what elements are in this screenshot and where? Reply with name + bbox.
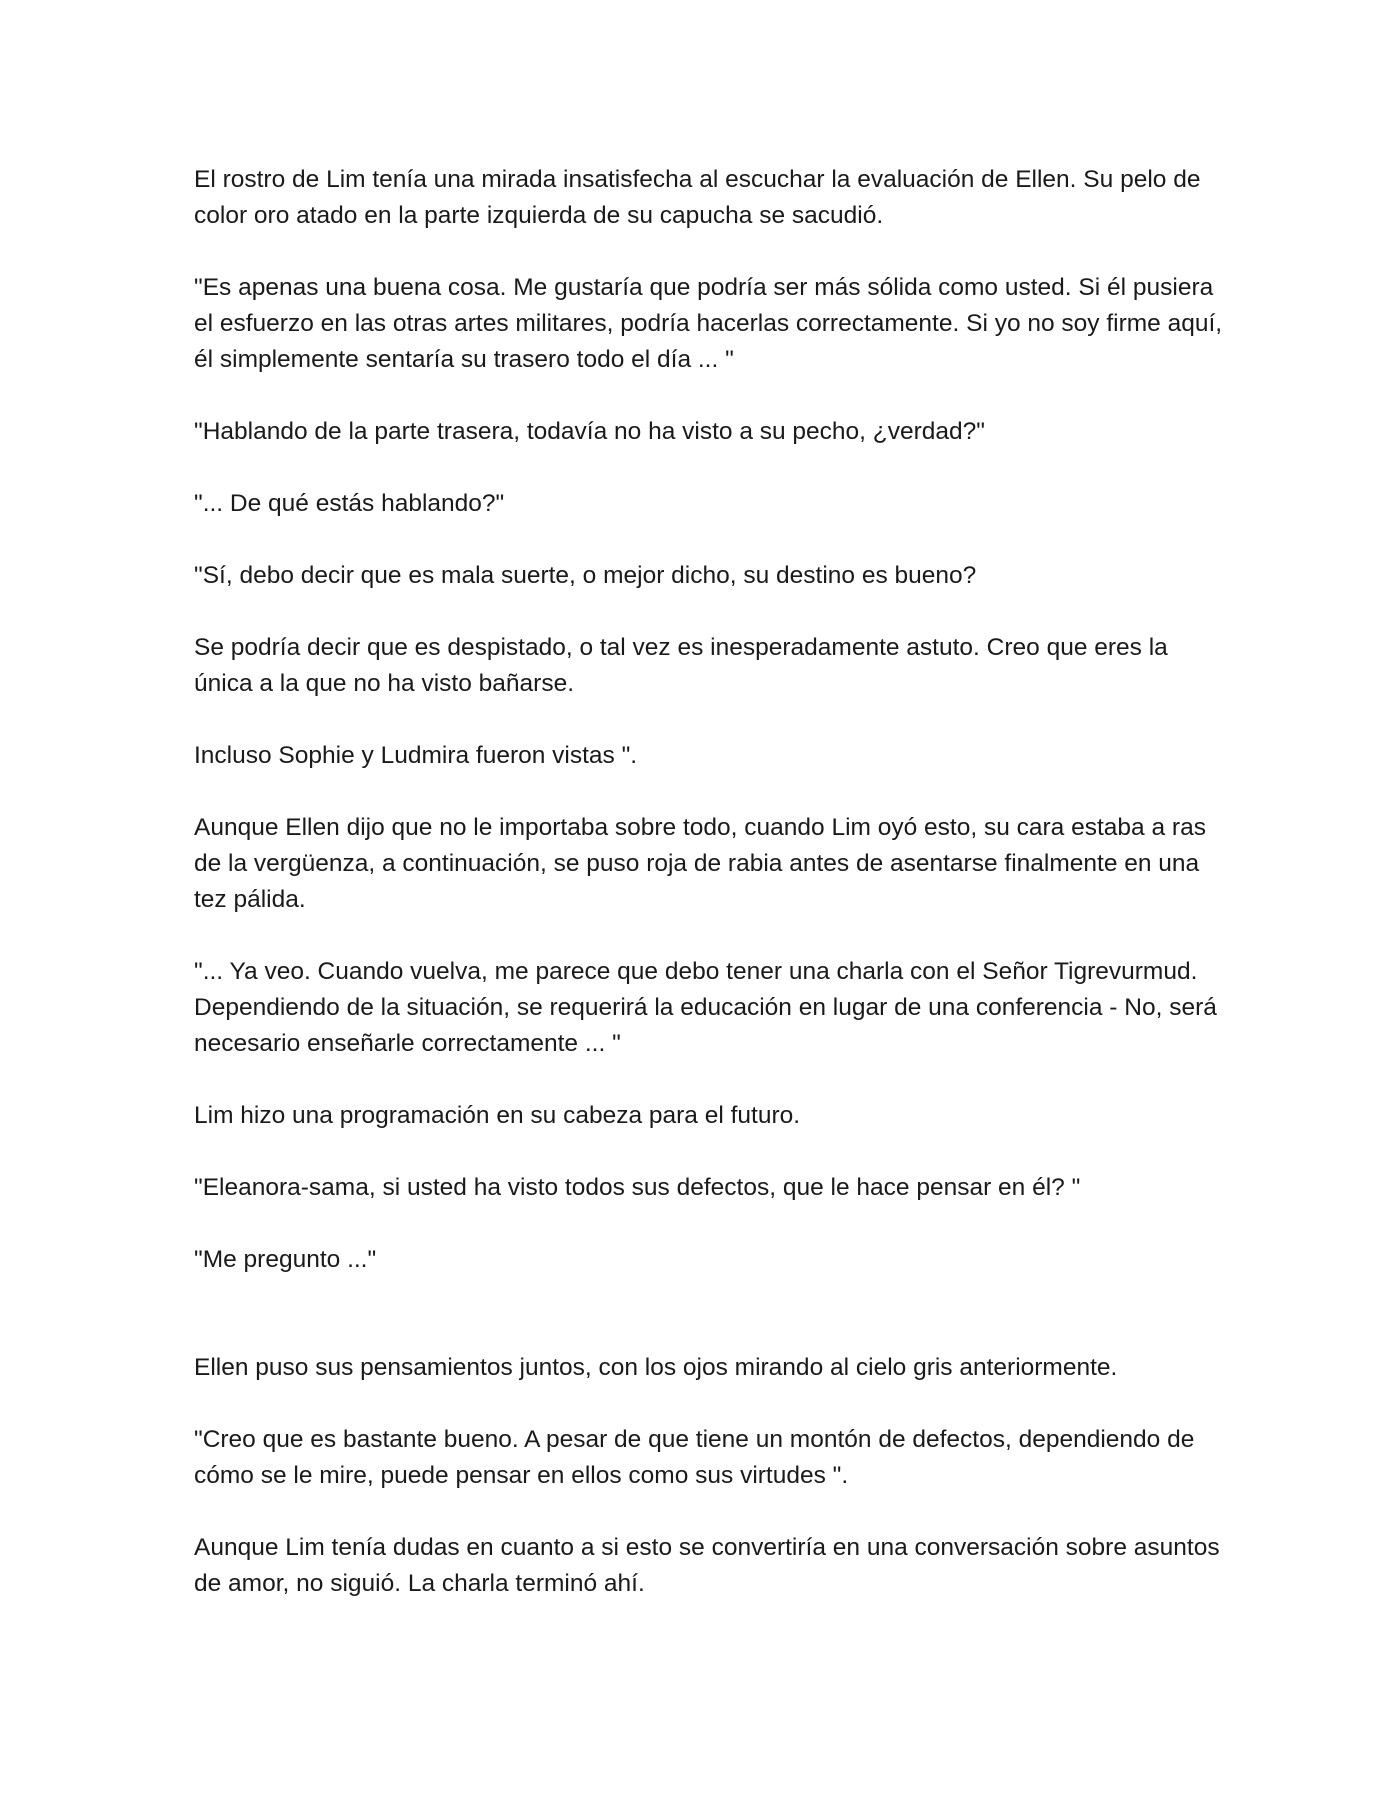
paragraph: Lim hizo una programación en su cabeza para el futuro. [194,1102,801,1129]
paragraph: Aunque Ellen dijo que no le importaba sobre todo, cuando Lim oyó esto, su cara estaba a ras de la vergüenza, a continuación, se puso roja de rabia antes de asentarse finalmente en una tez pálida. [194,814,1206,913]
paragraph: "... De qué estás hablando?" [194,490,505,517]
paragraph: Incluso Sophie y Ludmira fueron vistas ". [194,742,638,769]
paragraph: "Creo que es bastante bueno. A pesar de que tiene un montón de defectos, dependiendo de cómo se le mire, puede pensar en ellos como sus virtudes ". [194,1426,1195,1489]
paragraph: El rostro de Lim tenía una mirada insatisfecha al escuchar la evaluación de Ellen. Su pelo de color oro atado en la parte izquierda de su capucha se sacudió. [194,166,1201,229]
paragraph: Se podría decir que es despistado, o tal vez es inesperadamente astuto. Creo que eres la única a la que no ha visto bañarse. [194,634,1168,697]
paragraph: "Eleanora-sama, si usted ha visto todos sus defectos, que le hace pensar en él? " [194,1174,1081,1201]
paragraph: "Me pregunto ..." [194,1246,377,1273]
paragraph: "... Ya veo. Cuando vuelva, me parece que debo tener una charla con el Señor Tigrevurmud. Dependiendo de la situación, se requerirá la educación en lugar de una conferencia - No, será necesario enseñarle correctamente ... " [194,958,1217,1057]
paragraph: Aunque Lim tenía dudas en cuanto a si esto se convertiría en una conversación sobre asuntos de amor, no siguió. La charla terminó ahí. [194,1534,1220,1597]
document-body [194,162,1224,1638]
paragraph: "Es apenas una buena cosa. Me gustaría que podría ser más sólida como usted. Si él pusiera el esfuerzo en las otras artes militares, podría hacerlas correctamente. Si yo no soy firme aquí, él simplemente sentaría su trasero todo el día ... " [194,274,1223,373]
paragraph: Ellen puso sus pensamientos juntos, con los ojos mirando al cielo gris anteriormente. [194,1354,1118,1381]
paragraph: "Sí, debo decir que es mala suerte, o mejor dicho, su destino es bueno? [194,562,977,589]
paragraph: "Hablando de la parte trasera, todavía no ha visto a su pecho, ¿verdad?" [194,418,985,445]
